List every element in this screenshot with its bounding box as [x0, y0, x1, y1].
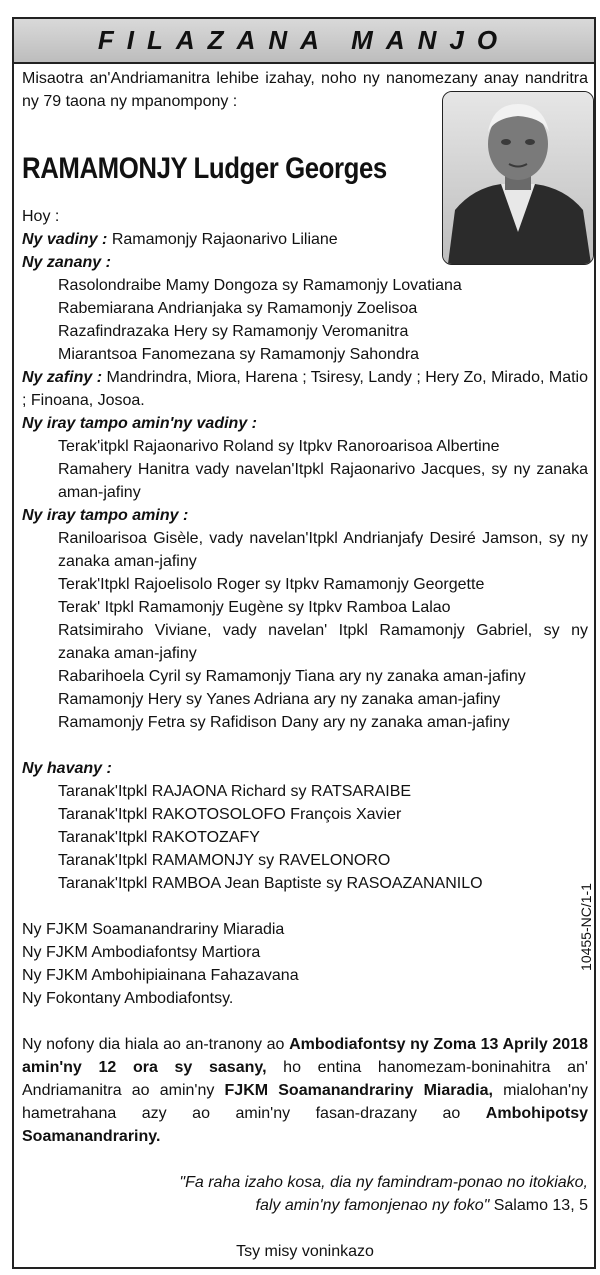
list-item: Taranak'Itpkl RAJAONA Richard sy RATSARAIBE [58, 783, 412, 800]
bible-quote-line2: faly amin'ny famonjenao ny foko" Salamo 13, 5 [255, 1197, 588, 1214]
funeral-notice: Ny nofony dia hiala ao an-tranony ao Ambodiafontsy ny Zoma 13 Aprily 2018 amin'ny 12 ora sy sasany, ho entina hanomezam-boninahitra an' Andriamanitra ao amin'ny FJKM Soamanandrariny Miaradia, mialohan'ny hametrahana azy ao amin'ny fasan-drazany ao Ambohipotsy Soamanandrariny. [22, 1036, 589, 1145]
list-item: Rabemiarana Andrianjaka sy Ramamonjy Zoelisoa [58, 300, 418, 317]
organization-item: Ny FJKM Ambohipiainana Fahazavana [22, 967, 299, 984]
spouse-siblings-label: Ny iray tampo amin'ny vadiny : [22, 415, 257, 432]
organization-item: Ny FJKM Soamanandrariny Miaradia [22, 921, 285, 938]
header-title: FILAZANA MANJO [97, 25, 511, 55]
relatives-label: Ny havany : [22, 760, 112, 777]
grandchildren-line: Ny zafiny : Mandrindra, Miora, Harena ; Tsiresy, Landy ; Hery Zo, Mirado, Matio ; Finoana, Josoa. [22, 369, 589, 409]
obituary-frame [12, 17, 596, 1269]
header-banner [14, 19, 594, 64]
reference-code: 10455-NC/1-1 [578, 883, 594, 971]
list-item: Razafindrazaka Hery sy Ramamonjy Veromanitra [58, 323, 409, 340]
bible-quote: "Fa raha izaho kosa, dia ny famindram-ponao no itokiako, [179, 1174, 588, 1191]
list-item: Terak'Itpkl Rajoelisolo Roger sy Itpkv Ramamonjy Georgette [58, 576, 485, 593]
deceased-name: RAMAMONJY Ludger Georges [22, 152, 387, 185]
list-item: Terak'itpkl Rajaonarivo Roland sy Itpkv Ranoroarisoa Albertine [58, 438, 500, 455]
list-item: Taranak'Itpkl RAKOTOZAFY [58, 829, 260, 846]
list-item: Taranak'Itpkl RAKOTOSOLOFO François Xavier [58, 806, 402, 823]
hoy-label: Hoy : [22, 208, 60, 225]
list-item: Rasolondraibe Mamy Dongoza sy Ramamonjy Lovatiana [58, 277, 462, 294]
list-item: Miarantsoa Fanomezana sy Ramamonjy Sahondra [58, 346, 420, 363]
children-label: Ny zanany : [22, 254, 111, 271]
footer-note: Tsy misy voninkazo [236, 1243, 374, 1260]
spouse-line: Ny vadiny : Ramamonjy Rajaonarivo Liliane [22, 231, 338, 248]
list-item: Taranak'Itpkl RAMAMONJY sy RAVELONORO [58, 852, 391, 869]
siblings-label: Ny iray tampo aminy : [22, 507, 189, 524]
list-item: Ramahery Hanitra vady navelan'Itpkl Rajaonarivo Jacques, sy ny zanaka aman-jafiny [58, 461, 588, 501]
list-item: Terak' Itpkl Ramamonjy Eugène sy Itpkv Ramboa Lalao [58, 599, 451, 616]
list-item: Ratsimiraho Viviane, vady navelan' Itpkl Ramamonjy Gabriel, sy ny zanaka aman-jafiny [58, 622, 588, 662]
quote-reference: Salamo 13, 5 [489, 1197, 588, 1214]
list-item: Ramamonjy Hery sy Yanes Adriana ary ny zanaka aman-jafiny [58, 691, 501, 708]
intro-text: Misaotra an'Andriamanitra lehibe izahay, noho ny nanomezany anay nandritra ny 79 taona ny mpanompony : [22, 70, 588, 110]
list-item: Rabarihoela Cyril sy Ramamonjy Tiana ary ny zanaka aman-jafiny [58, 668, 526, 685]
obituary-body [22, 67, 588, 1263]
organization-item: Ny FJKM Ambodiafontsy Martiora [22, 944, 261, 961]
list-item: Taranak'Itpkl RAMBOA Jean Baptiste sy RASOAZANANILO [58, 875, 483, 892]
organization-item: Ny Fokontany Ambodiafontsy. [22, 990, 234, 1007]
list-item: Raniloarisoa Gisèle, vady navelan'Itpkl Andrianjafy Desiré Jamson, sy ny zanaka aman-jafiny [58, 530, 588, 570]
list-item: Ramamonjy Fetra sy Rafidison Dany ary ny zanaka aman-jafiny [58, 714, 510, 731]
